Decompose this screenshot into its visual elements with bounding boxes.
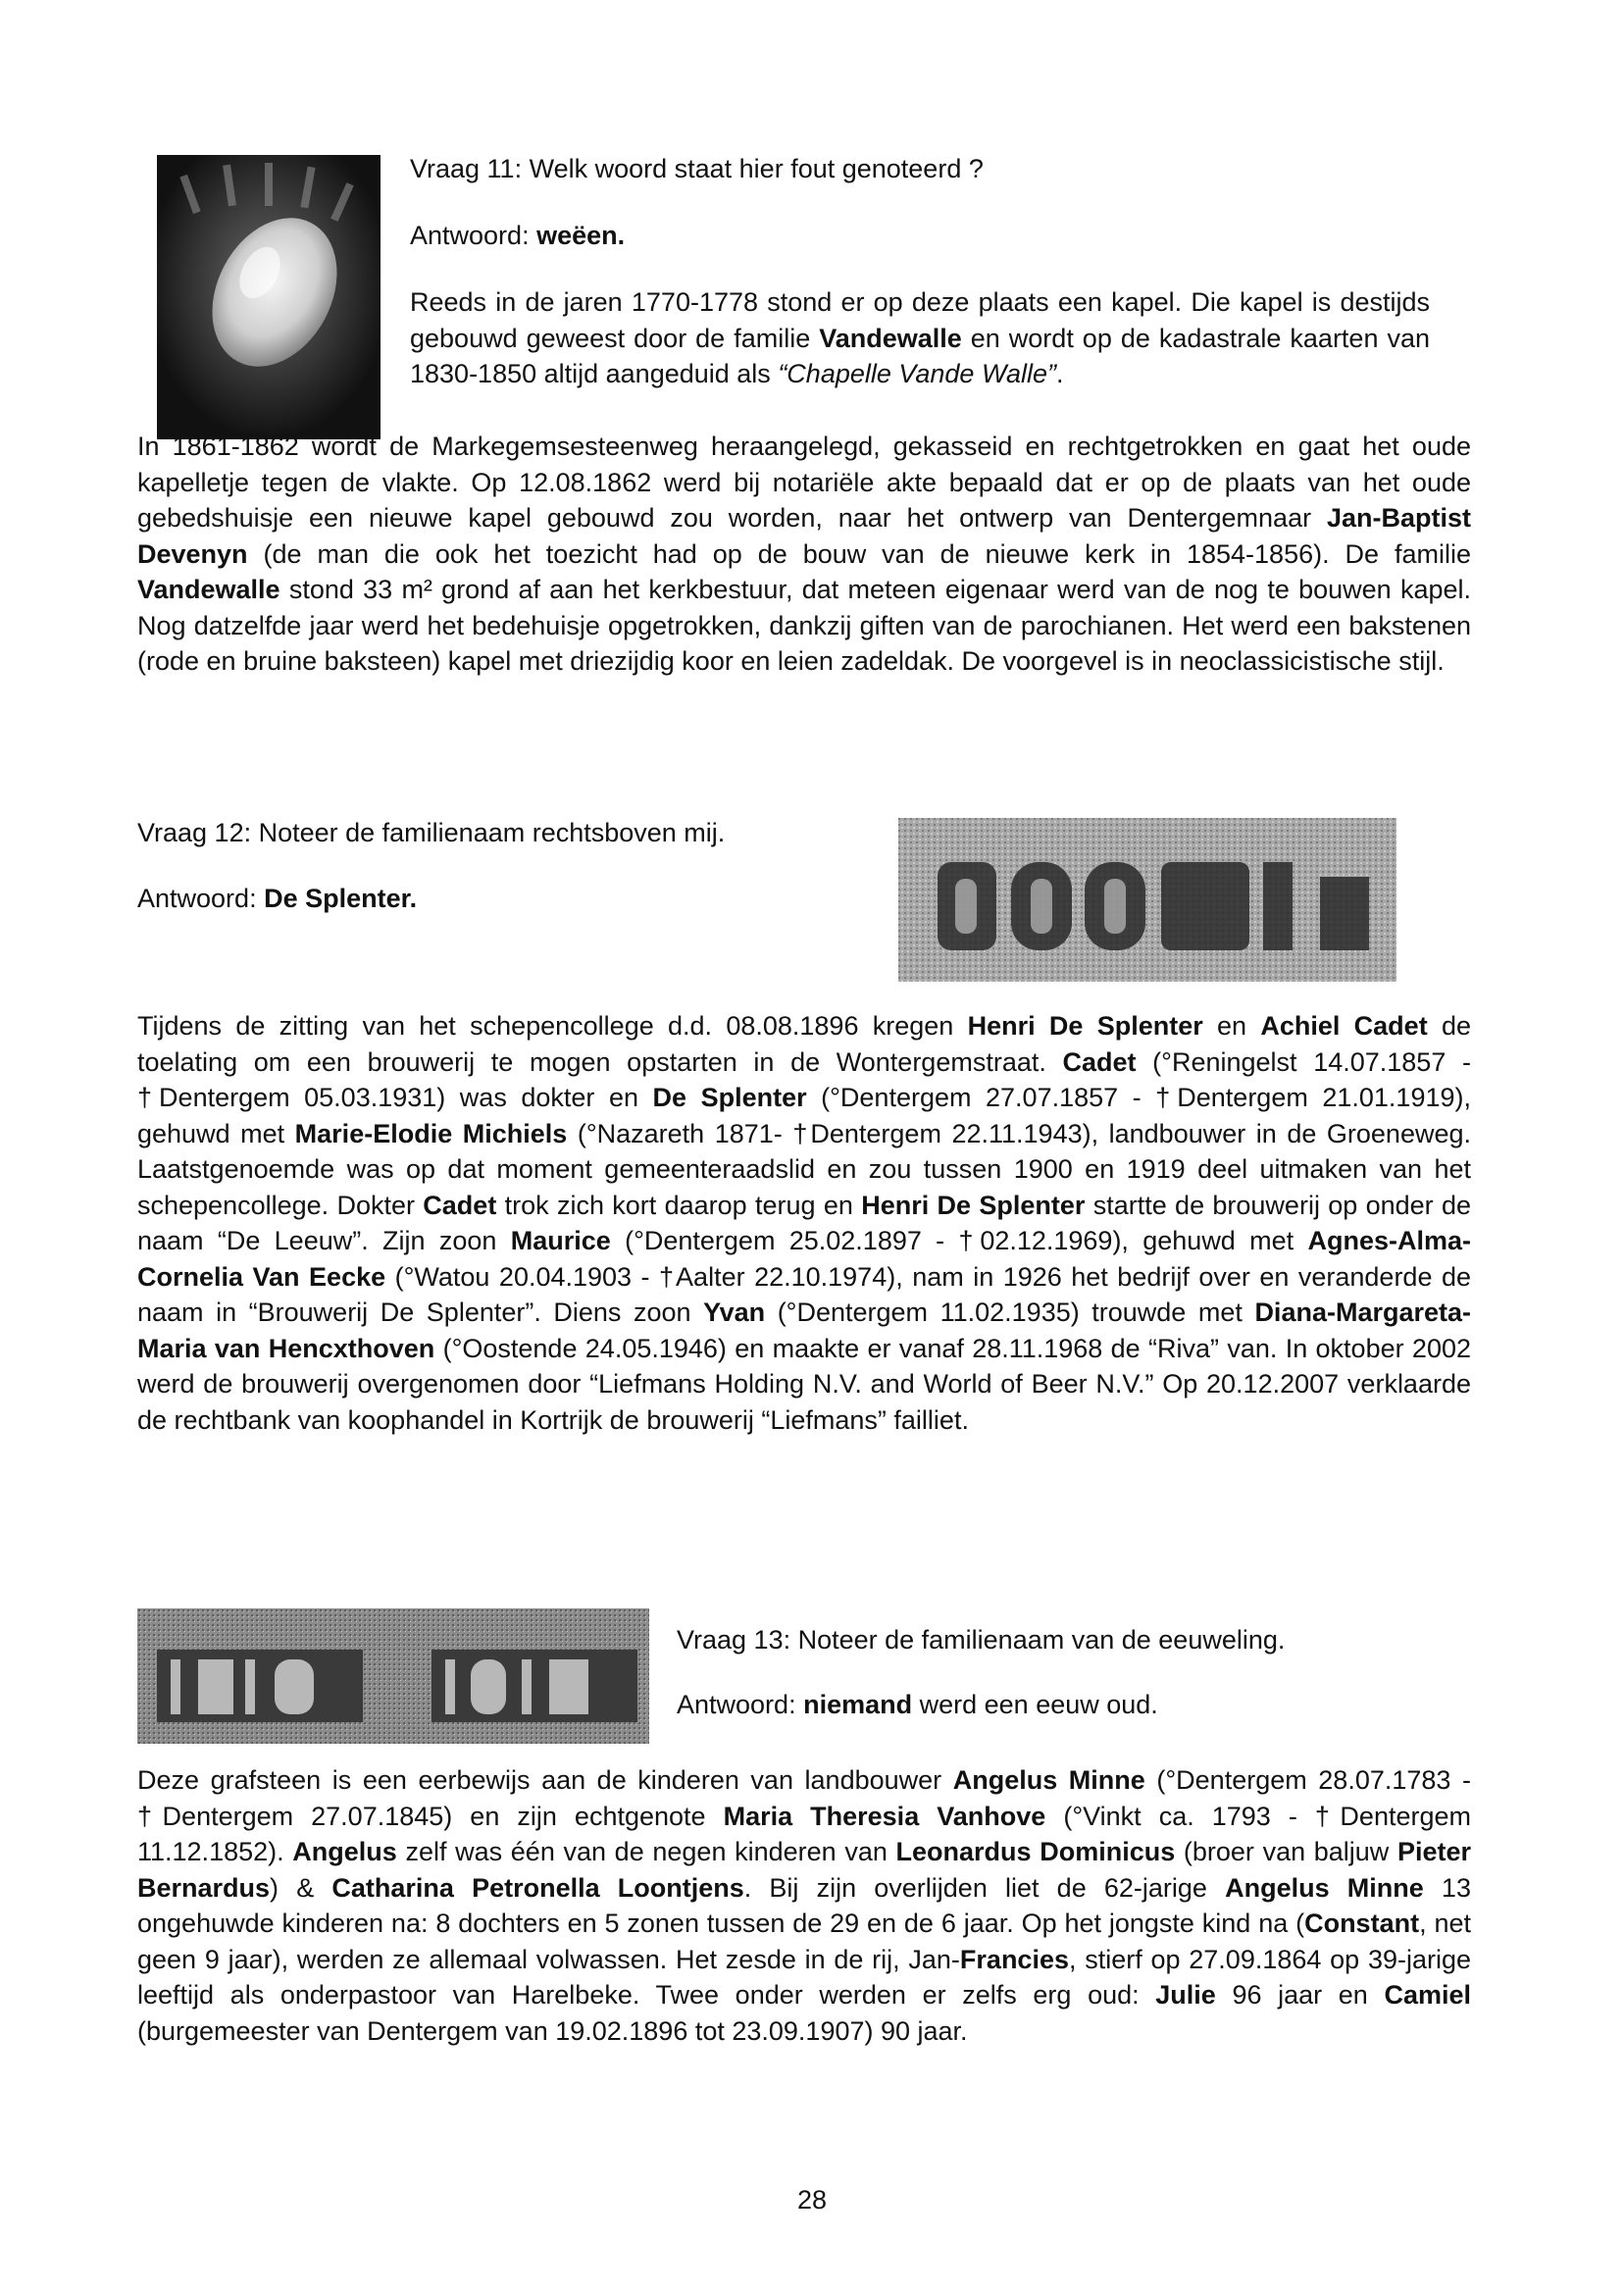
answer-label: Antwoord: [137,884,257,913]
answer-rest: werd een eeuw oud. [912,1690,1158,1719]
text-run: In 1861-1862 wordt de Markegemsesteenweg heraangelegd, gekasseid en rechtgetrokken en gaat het oude kapelletje tegen de vlakte. Op 12.08.1862 werd bij notariële akte bepaald dat er op de plaats van het oude gebedshuisje een nieuwe kapel gebouwd zou worden, naar het ontwerp van Dentergemnaar [137,432,1471,533]
italic-text: “Chapelle Vande Walle” [778,359,1056,388]
bold-name: De Splenter [652,1083,807,1112]
bold-name: Catharina Petronella Loontjens [331,1872,744,1903]
text-run: (°Vinkt ca. 1793 - †Dentergem 11.12.1852). [137,1801,1471,1866]
answer-13 [677,1687,1158,1722]
answer-value: niemand [803,1690,913,1719]
bold-name: Maria Theresia Vanhove [723,1801,1046,1831]
answer-value: weëen. [536,221,626,250]
text-run: . [1055,359,1064,388]
bold-name: Vandewalle [137,575,280,604]
bold-name: Pieter Bernardus [137,1837,1472,1903]
text-run: 13 ongehuwde kinderen na: 8 dochters en 5 zonen tussen de 29 en de 6 jaar. Op het jongste kind na ( [137,1872,1471,1938]
bold-name: Diana-Margareta-Maria van Hencxthoven [137,1298,1471,1363]
bold-name: Agnes-Alma-Cornelia Van Eecke [137,1226,1471,1292]
text-run: . Bij zijn overlijden liet de 62-jarige [743,1872,1226,1903]
gravestone-dates-photo [137,1608,649,1744]
paragraph-kapel-history [137,429,1471,680]
bold-name: Leonardus Dominicus [895,1837,1176,1866]
egg-stone-photo [157,155,381,439]
bold-name: Henri De Splenter [967,1011,1203,1041]
text-run: stond 33 m² grond af aan het kerkbestuur, dat meteen eigenaar werd van de nog te bouwen kapel. Nog datzelfde jaar werd het bedehuisje opgetrokken, dankzij giften van de parochianen. Het werd een bakstenen (rode en bruine baksteen) kapel met driezijdig koor en leien zadeldak. De voorgevel is in neoclassicistische stijl. [137,575,1471,676]
answer-label: Antwoord: [410,221,530,250]
answer-label: Antwoord: [677,1690,796,1719]
text-run: Tijdens de zitting van het schepencollege d.d. 08.08.1896 kregen [137,1011,968,1041]
text-run: Deze grafsteen is een eerbewijs aan de kinderen van landbouwer [137,1765,953,1795]
bold-name: Camiel [1384,1980,1472,2010]
paragraph-brouwerij [137,1008,1471,1438]
text-run: (°Dentergem 11.02.1935) trouwde met [765,1298,1255,1327]
bold-name: Vandewalle [819,323,962,353]
text-run: en [1202,1011,1261,1041]
bold-name: Constant [1304,1909,1420,1938]
text-run: 96 jaar en [1215,1980,1385,2010]
bold-name: Cadet [1062,1046,1137,1077]
paragraph-grafsteen [137,1762,1471,2049]
bold-name: Jan-Baptist Devenyn [137,503,1471,569]
text-run: (°Nazareth 1871- †Dentergem 22.11.1943), landbouwer in de Groeneweg. Laatstgenoemde was op dat moment gemeenteraadslid en zou tussen 1900 en 1919 deel uitmaken van het schepencollege. Dokter [137,1118,1471,1220]
text-run: de toelating om een brouwerij te mogen opstarten in de Wontergemstraat. [137,1011,1472,1077]
bold-name: Marie-Elodie Michiels [294,1118,568,1148]
bold-name: Angelus Minne [952,1765,1145,1795]
answer-12 [137,881,417,916]
answer-value: De Splenter. [264,884,418,913]
answer-11 [410,218,625,253]
text-run: startte de brouwerij op onder de naam “De Leeuw”. Zijn zoon [137,1190,1472,1255]
question-13: Vraag 13: Noteer de familienaam van de eeuweling. [677,1625,1286,1655]
bold-name: Julie [1155,1980,1216,2010]
text-run: trok zich kort daarop terug en [496,1190,862,1220]
text-run: en wordt op de kadastrale kaarten van 1830-1850 altijd aangeduid als [410,323,1430,388]
text-run: (°Reningelst 14.07.1857 - †Dentergem 05.03.1931) was dokter en [137,1046,1471,1112]
paragraph-kapel-intro [410,284,1430,392]
text-run: Reeds in de jaren 1770-1778 stond er op deze plaats een kapel. Die kapel is destijds gebouwd geweest door de familie [410,287,1430,353]
text-run: (°Oostende 24.05.1946) en maakte er vanaf 28.11.1968 de “Riva” van. In oktober 2002 werd de brouwerij overgenomen door “Liefmans Holding N.V. and World of Beer N.V.” Op 20.12.2007 verklaarde de rechtbank van koophandel in Kortrijk de brouwerij “Liefmans” failliet. [137,1333,1471,1435]
bold-name: Achiel Cadet [1260,1011,1428,1041]
text-run: (burgemeester van Dentergem van 19.02.1896 tot 23.09.1907) 90 jaar. [137,2015,968,2046]
question-12: Vraag 12: Noteer de familienaam rechtsboven mij. [137,818,726,847]
bold-name: Cadet [423,1190,497,1220]
text-run: ) & [270,1872,332,1903]
text-run: , net geen 9 jaar), werden ze allemaal volwassen. Het zesde in de rij, Jan- [137,1909,1471,1974]
gravestone-dates-image [137,1608,649,1744]
text-run: zelf was één van de negen kinderen van [396,1837,896,1866]
bold-name: Maurice [510,1226,611,1255]
engraved-letters-photo [898,818,1396,982]
text-run: (broer van baljuw [1175,1837,1397,1866]
bold-name: Henri De Splenter [861,1190,1086,1220]
text-run: (de man die ook het toezicht had op de bouw van de nieuwe kerk in 1854-1856). De familie [247,538,1471,569]
bold-name: Yvan [703,1298,766,1327]
text-run: , stierf op 27.09.1864 op 39-jarige leeftijd als onderpastoor van Harelbeke. Twee onder werden er zelfs erg oud: [137,1944,1472,2010]
bold-name: Francies [959,1944,1069,1974]
page-number: 28 [796,2185,828,2215]
text-run: (°Dentergem 25.02.1897 - †02.12.1969), gehuwd met [610,1226,1308,1255]
bold-name: Angelus Minne [1225,1872,1424,1903]
bold-name: Angelus [292,1837,397,1866]
text-run: (°Watou 20.04.1903 - †Aalter 22.10.1974), nam in 1926 het bedrijf over en veranderde de naam in “Brouwerij De Splenter”. Diens zoon [137,1261,1471,1327]
question-11: Vraag 11: Welk woord staat hier fout genoteerd ? [410,154,984,183]
engraved-letters-image [898,818,1396,982]
egg-stone-image [157,155,381,439]
text-run: (°Dentergem 28.07.1783 - †Dentergem 27.07.1845) en zijn echtgenote [137,1765,1471,1831]
text-run: (°Dentergem 27.07.1857 - †Dentergem 21.01.1919), gehuwd met [137,1083,1471,1148]
